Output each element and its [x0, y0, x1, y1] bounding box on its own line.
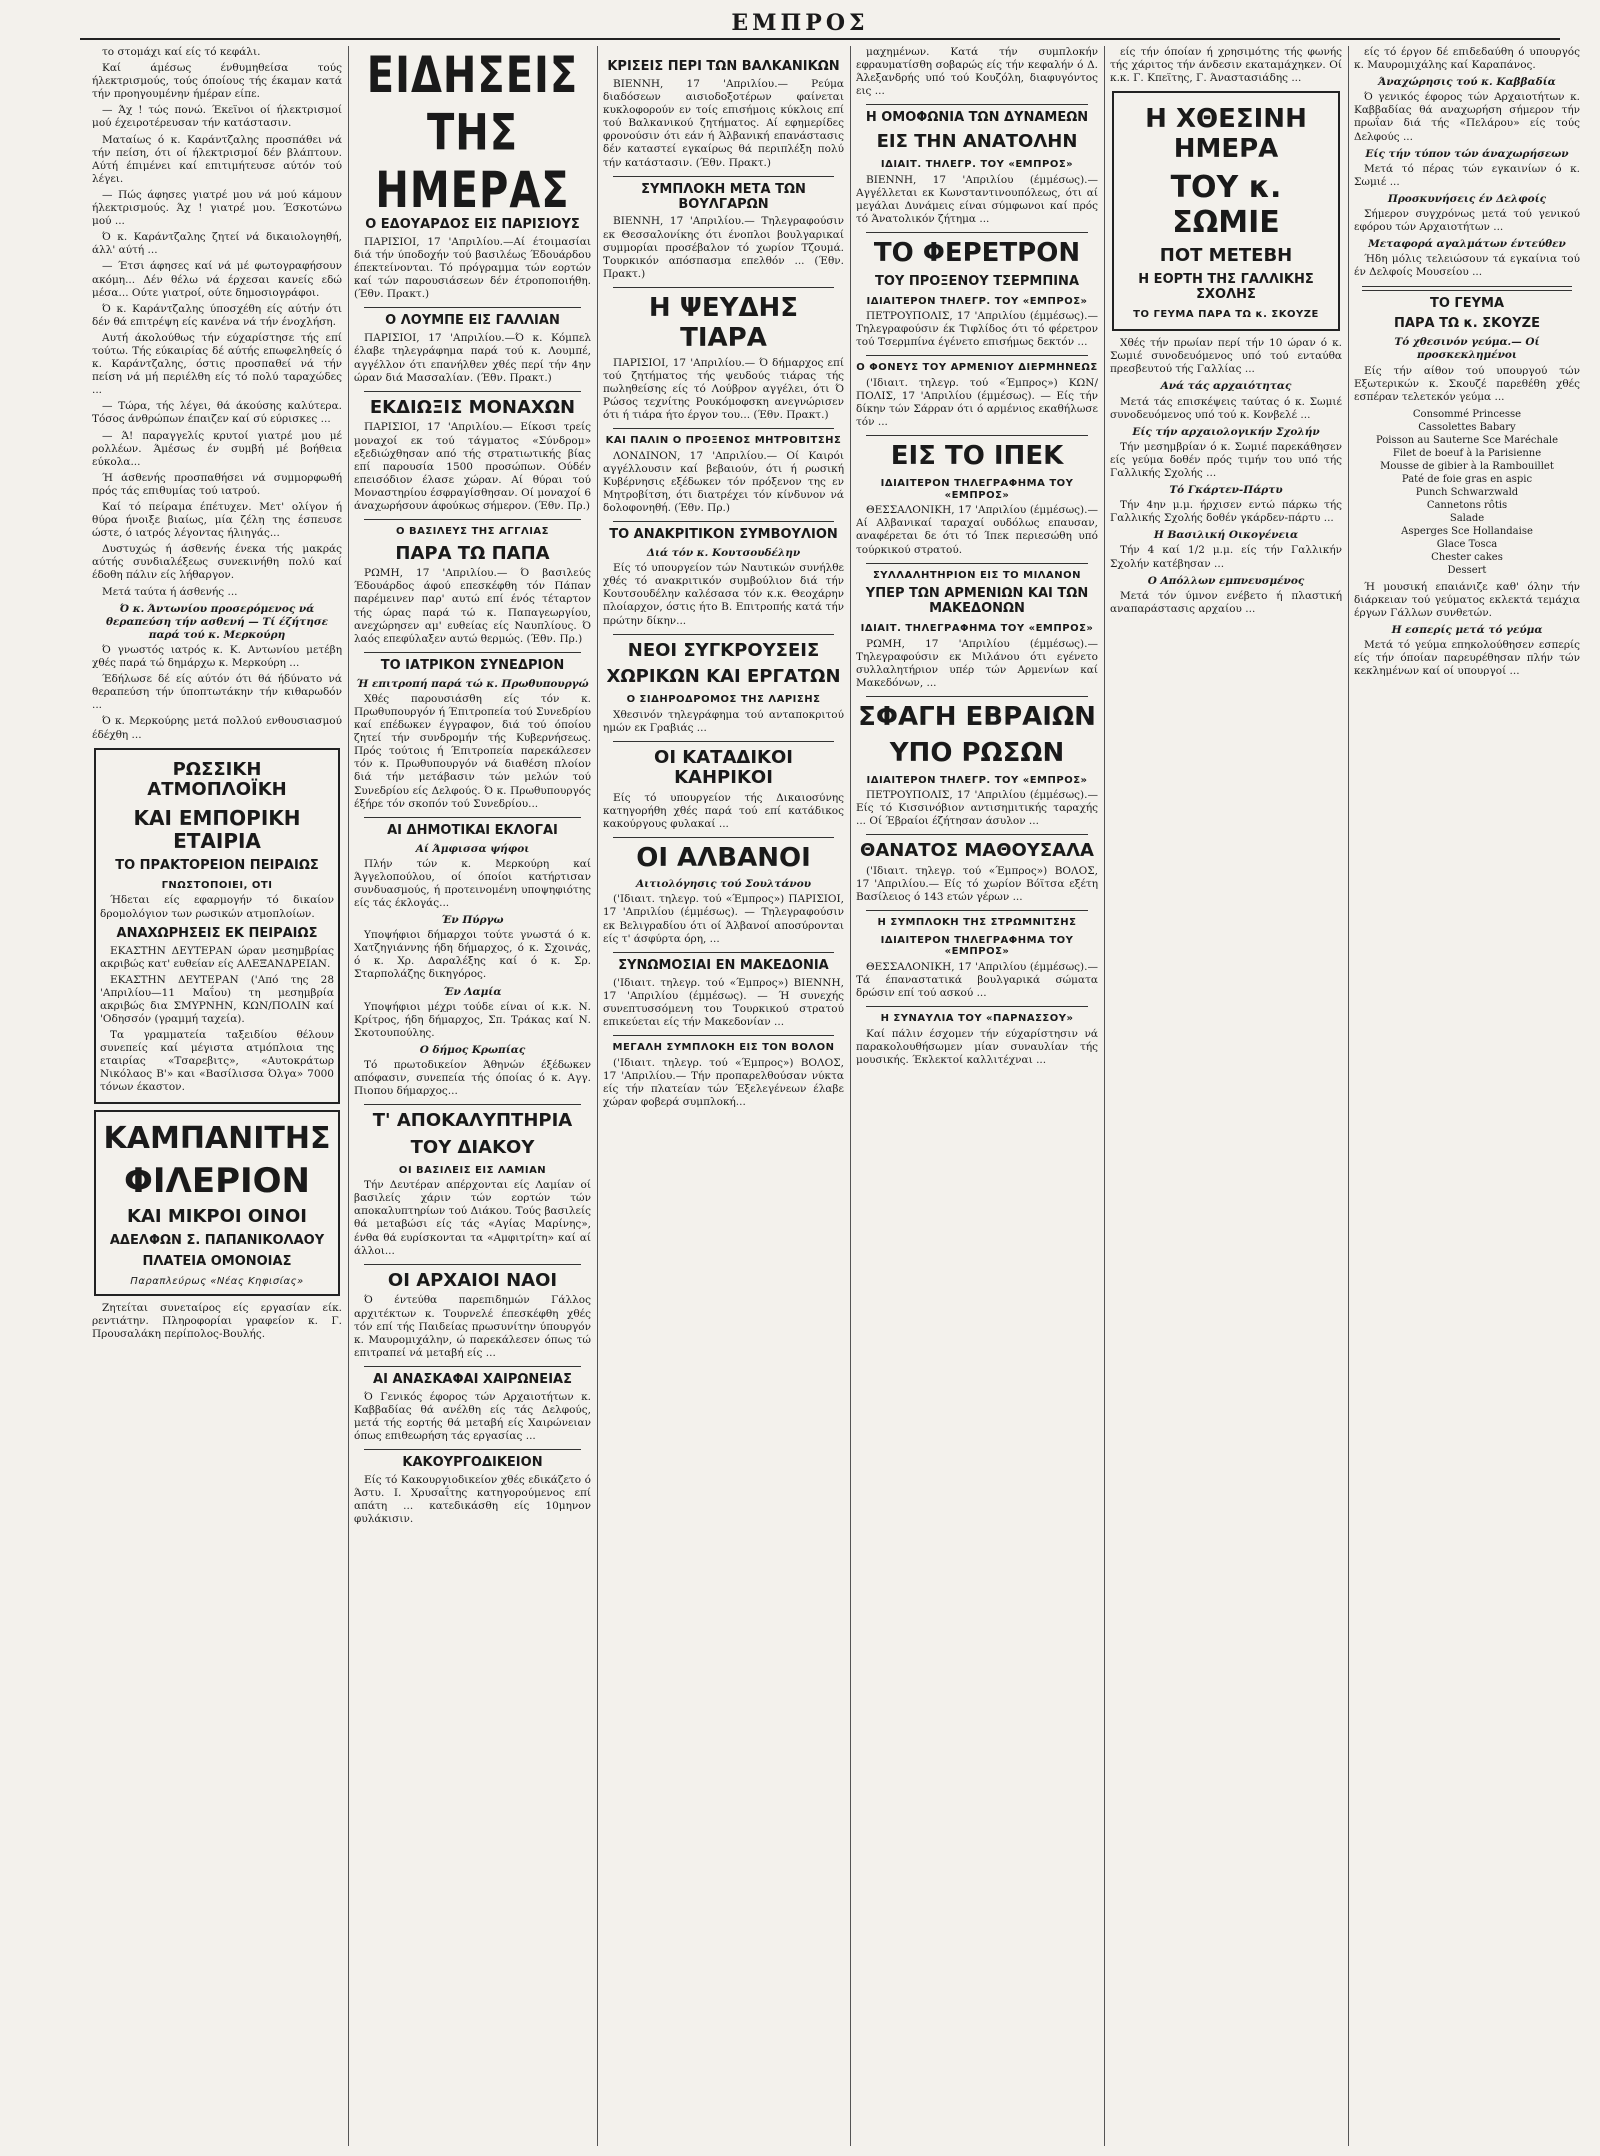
col1-sub-article — [92, 644, 342, 742]
separator — [866, 355, 1088, 356]
article-text: Χθές παρουσιάσθη είς τόν κ. Πρωθυπουργόν ή Έπιτροπεία τού Συνεδρίου καί επέδωκεν έγγραφον, διά τού όποίου ζητεί τήν συνδρομήν τής Κυβερνήσεως. Πρός τούτοις ή Έπιτροπεία παρεκάλεσεν τόν κ. Πρωθυπουργόν νά διαθέση πλοίον διά τήν μετάβασιν τών μελών τού Συνεδρίου είς Δελφούς. Ό κ. Πρωθυπουργός έξήρε τόν σκοπόν τού Συνεδρίου... — [354, 692, 591, 810]
separator — [866, 1006, 1088, 1007]
article-text: Πλήν τών κ. Μερκούρη καί Άγγελοπούλου, οί όποίοι κατήρτισαν συνδυασμούς, ή προτεινομένη υποψηφιότης είς τάς έκλογάς... — [354, 857, 591, 909]
heading: ΚΡΙΣΕΙΣ ΠΕΡΙ ΤΩΝ ΒΑΛΚΑΝΙΚΩΝ — [607, 59, 840, 74]
article-text: Είς τήν αίθον τού υπουργού τών Εξωτερικών κ. Σκουζέ παρεθέθη χθές εσπέραν τελετεκόν γεύμα ... — [1354, 364, 1580, 403]
heading: ΤΟ ΙΑΤΡΙΚΟΝ ΣΥΝΕΔΡΙΟΝ — [380, 657, 565, 673]
subheading: Έν Πύργω — [441, 914, 504, 927]
heading: ΣΥΛΛΑΛΗΤΗΡΙΟΝ ΕΙΣ ΤΟ ΜΙΛΑΝΟΝ — [872, 569, 1082, 581]
column-divider — [850, 46, 851, 2146]
article-text: Είς τό Κακουργιοδικείον χθές εδικάζετο ό Άστυ. Ι. Χρυσαΐτης κατηγορούμενος επί απάτη ... κατεδικάσθη είς 10μηνον φυλάκισιν. — [354, 1474, 591, 1526]
masthead-rule — [80, 38, 1560, 40]
paragraph: — Έτσι άφησες καί νά μέ φωτογραφήσουν ακόμη... Δέν θέλω νά έρχεσαι κανείς εδώ μέσα... Ούτε γιατροί, ούτε δημοσιογράφοι. — [92, 260, 342, 299]
dinner-menu — [1354, 408, 1580, 577]
separator — [613, 428, 834, 429]
separator — [364, 307, 581, 308]
separator — [866, 435, 1088, 436]
subheading: Αί Άμφισσα ψήφοι — [415, 842, 530, 855]
menu-item: Punch Schwarzwald — [1415, 486, 1519, 498]
heading: Ο ΒΑΣΙΛΕΥΣ ΤΗΣ ΑΓΓΛΙΑΣ — [395, 526, 550, 538]
ad-line: ΕΚΑΣΤΗΝ ΔΕΥΤΕΡΑΝ ('Από της 28 'Απριλίου—11 Μαΐου) τη μεσημβρία ακριβώς δια ΣΜΥΡΝΗΝ, ΚΩΝ/ΠΟΛΙΝ καί 'Οδησσόν (γραμμή ταχεία). — [100, 973, 334, 1025]
heading: ΝΕΟΙ ΣΥΓΚΡΟΥΣΕΙΣ — [627, 639, 820, 661]
article-text: Ό γενικός έφορος τών Αρχαιοτήτων κ. Καββαδίας θά αναχωρήση σήμερον τήν πρωΐαν διά τής «Πελάρου» είς τούς Δελφούς ... — [1354, 91, 1580, 143]
paragraph: Έδήλωσε δέ είς αύτόν ότι θά ήδύνατο νά θεραπεύση τήν ύποπτωτάκην τήν κιθαρωδόν ... — [92, 673, 342, 712]
heading: ΟΙ ΒΑΣΙΛΕΙΣ ΕΙΣ ΛΑΜΙΑΝ — [398, 1164, 547, 1176]
article-text: ΛΟΝΔΙΝΟΝ, 17 'Απριλίου.— Οί Καιρόι αγγέλλουσιν καί βεβαιούν, ότι ή ρωσική Κυβέρνησις εξέδωκεν τόν πρόξενον της εν Μητροβίτση, ότι διατρέχει τόν κίνδυνον νά δολοφονηθή. (Έθν. Πρ.) — [603, 449, 844, 515]
separator — [364, 1366, 581, 1367]
article-text: Τήν 4 καί 1/2 μ.μ. είς τήν Γαλλικήν Σχολήν κατέβησαν ... — [1110, 544, 1342, 570]
heading: Η ΣΥΝΑΥΛΙΑ ΤΟΥ «ΠΑΡΝΑΣΣΟΥ» — [880, 1013, 1074, 1025]
paragraph: Καί άμέσως ένθυμηθείσα τούς ήλεκτρισμούς, τούς όποίους τής έκαμαν κατά τήν προηγουμένην ήμέραν είπε. — [92, 62, 342, 101]
separator — [613, 837, 834, 838]
heading: ΚΑΚΟΥΡΓΟΔΙΚΕΙΟΝ — [402, 1455, 543, 1471]
col1-classified: Ζητείται συνεταίρος είς εργασίαν είκ. ρεντιάτην. Πληροφορίαι γραφείον κ. Γ. Προυσαλάκη περίπολος-Βουλής. — [92, 1302, 342, 1341]
column-2 — [354, 46, 591, 2146]
article-text: Σήμερον συγχρόνως μετά τού γενικού εφόρου τών Αρχαιοτήτων ... — [1354, 208, 1580, 234]
article-text: ('Ιδιαιτ. τηλεγρ. τού «Έμπρος») ΒΟΛΟΣ, 17 'Απριλίου.— Είς τό χωρίον Βόϊτσα εξέτη Βασίλειος ό 143 ετών γέρων ... — [856, 865, 1098, 904]
menu-item: Mousse de gibier à la Rambouillet — [1380, 460, 1554, 472]
heading: ΕΙΣ ΤΟ ΙΠΕΚ — [890, 441, 1064, 472]
heading: ΤΟ ΓΕΥΜΑ ΠΑΡΑ ΤΩ κ. ΣΚΟΥΖΕ — [1133, 308, 1319, 320]
separator — [364, 817, 581, 818]
menu-item: Poisson au Sauterne Sce Maréchale — [1375, 434, 1559, 446]
col1-top-article — [92, 46, 342, 599]
ad1-sub: ΤΟ ΠΡΑΚΤΟΡΕΙΟΝ ΠΕΙΡΑΙΩΣ — [115, 857, 319, 873]
heading: Η ΣΥΜΠΛΟΚΗ ΤΗΣ ΣΤΡΩΜΝΙΤΣΗΣ — [877, 917, 1077, 929]
heading: ΠΑΡΑ ΤΩ ΠΑΠΑ — [395, 542, 550, 564]
separator — [364, 391, 581, 392]
subheading: Είς τήν αρχαιολογικήν Σχολήν — [1132, 425, 1320, 438]
article-text: ΡΩΜΗ, 17 'Απριλίου (έμμέσως).— Τηλεγραφούσιν εκ Μιλάνου ότι εγένετο συλλαλητήριον υπέρ τών Αρμενίων καί Μακεδόνων, ... — [856, 637, 1098, 689]
heading: ΥΠΕΡ ΤΩΝ ΑΡΜΕΝΙΩΝ ΚΑΙ ΤΩΝ ΜΑΚΕΔΟΝΩΝ — [865, 586, 1089, 617]
paragraph: — Ά! παραγγελίς κρυτοί γιατρέ μου μέ ρολλέων. Άμέσως έν συμβή μέ βοήθεια εύκολα... — [92, 429, 342, 468]
col1-subheading: Ό κ. Άντωνίου προσερόμενος νά θεραπεύση τήν ασθενή — Τί έζήτησε παρά τού κ. Μερκούρη — [105, 602, 329, 641]
heading: ΙΔΙΑΙΤ. ΤΗΛΕΓΡ. ΤΟΥ «ΕΜΠΡΟΣ» — [880, 159, 1074, 170]
heading: ΑΙ ΔΗΜΟΤΙΚΑΙ ΕΚΛΟΓΑΙ — [387, 822, 558, 838]
heading: ΤΟΥ ΔΙΑΚΟΥ — [410, 1137, 535, 1158]
article-text: Μετά τό γεύμα επηκολούθησεν εσπερίς είς τήν όποίαν παρευρέθησαν πλήν τών κεκλημένων καί οί υπουργοί ... — [1354, 639, 1580, 678]
subheading: Αιτιολόγησις τού Σουλτάνου — [636, 878, 811, 891]
article-text: ΘΕΣΣΑΛΟΝΙΚΗ, 17 'Απριλίου (έμμέσως).— Τά έπαναστατικά βουλγαρικά σώματα δρώσιν επί τού ασκού ... — [856, 960, 1098, 1000]
paragraph: το στομάχι καί είς τό κεφάλι. — [102, 46, 261, 58]
menu-item: Paté de foie gras en aspic — [1401, 473, 1533, 485]
article-text: ΠΕΤΡΟΥΠΟΛΙΣ, 17 'Απριλίου (έμμέσως).— Τηλεγραφούσιν έκ Τιφλίδος ότι τό φέρετρον τού Τσερμπίνα έγένετο επισήμως δεκτόν ... — [856, 310, 1098, 349]
article-text: ΠΑΡΙΣΙΟΙ, 17 'Απριλίου.— Ό δήμαρχος επί τού ζητήματος τής ψευδούς τιάρας τής πωληθείσης είς τό Λούβρον αγγέλει, ότι Ό Ρώσος τεχνίτης Ρουκόμοφσκη ανεγνώρισεν ότι ή τιάρα ήτο έργον του... (Έθν. Πρακτ.) — [603, 356, 844, 422]
heading: ΤΟ ΑΝΑΚΡΙΤΙΚΟΝ ΣΥΜΒΟΥΛΙΟΝ — [609, 527, 838, 543]
subheading: Ή επιτροπή παρά τώ κ. Πρωθυπουργώ — [356, 677, 589, 690]
paragraph: Ό κ. Καράντζαλης ζητεί νά δικαιολογηθή, άλλ' αύτή ... — [92, 231, 342, 257]
article-text: ΠΑΡΙΣΙΟΙ, 17 'Απριλίου.—Αί έτοιμασίαι διά τήν ύποδοχήν τού βασιλέως Έδουάρδου έπεκτείνονται. Τό πρόγραμμα τών εορτών καί τών παρουσιάσεων δέν έτροποποιήθη. (Έθν. Πρακτ.) — [354, 235, 591, 301]
ad1-lines — [100, 945, 334, 1095]
heading: ΣΥΜΠΛΟΚΗ ΜΕΤΑ ΤΩΝ ΒΟΥΛΓΑΡΩΝ — [641, 181, 806, 212]
heading: Η ΕΟΡΤΗ ΤΗΣ ΓΑΛΛΙΚΗΣ ΣΧΟΛΗΣ — [1138, 271, 1314, 302]
ad2-sub4: Παραπλεύρως «Νέας Κηφισίας» — [130, 1275, 304, 1287]
subheading: Ο Απόλλων εμπνευσμένος — [1147, 574, 1305, 587]
subheading: Έν Λαμία — [443, 985, 502, 998]
separator — [364, 1449, 581, 1450]
separator — [613, 634, 834, 635]
ad-kampanitis — [94, 1110, 340, 1297]
menu-item: Dessert — [1447, 564, 1487, 576]
heading: ΣΦΑΓΗ ΕΒΡΑΙΩΝ — [858, 701, 1096, 732]
heading: ΣΥΝΩΜΟΣΙΑΙ ΕΝ ΜΑΚΕΔΟΝΙΑ — [618, 957, 829, 973]
article-text: Ό έντεύθα παρεπιδημών Γάλλος αρχιτέκτων κ. Τουρνελέ έπεσκέφθη χθές τόν επί τής Παιδείας πρωσυνίτην ύπουργόν κ. Μαυρομιχάλην, ώ παρεκάλεσεν όπως τώ επιτραπεί νά μεταβή είς ... — [354, 1294, 591, 1359]
column-4 — [856, 46, 1098, 2146]
ad2-title2: ΦΙΛΕΡΙΟΝ — [123, 1161, 311, 1202]
subheading: Τό χθεσινόν γεύμα.— Οί προσκεκλημένοι — [1394, 336, 1540, 362]
menu-item: Glace Tosca — [1436, 538, 1498, 550]
menu-item: Filet de boeuf à la Parisienne — [1392, 447, 1542, 459]
article-text: Τήν μεσημβρίαν ό κ. Σωμιέ παρεκάθησεν είς γεύμα δοθέν πρός τιμήν του υπό τής Γαλλικής Σχολής ... — [1110, 440, 1342, 479]
ad2-sub2: ΑΔΕΛΦΩΝ Σ. ΠΑΠΑΝΙΚΟΛΑΟΥ — [109, 1232, 325, 1248]
article-text: ('Ιδιαιτ. τηλεγρ. τού «Έμπρος») ΒΙΕΝΝΗ, 17 'Απριλίου (έμμέσως). — Ή συνεχής συνεπτυσσόμενη του Τουρκικού στρατού επικεύεται είς τήν Μακεδονίαν ... — [603, 976, 844, 1028]
article-text: Υποψήφιοι δήμαρχοι τούτε γνωστά ό κ. Χατζηγιάννης ήδη δήμαρχος, ό κ. Σχοινάς, ό κ. Χρ. Δαραλέξης καί ό κ. Σρ. Σταρπολάζης δικηγόρος. — [354, 929, 591, 981]
paragraph: Ματαίως ό κ. Καράντζαλης προσπάθει νά τήν πείση, ότι οί ήλεκτρισμοί δέν βλάπτουν. Αύτή έπιμένει καί επιτιμήτευσε αύτόν τού λέγει. — [92, 133, 342, 185]
heading: ΤΟΥ κ. ΣΩΜΙΕ — [1170, 170, 1282, 240]
article-text: ('Ιδιαιτ. τηλεγρ. τού «Έμπρος») ΚΩΝ/ΠΟΛΙΣ, 17 'Απριλίου (έμμέσως). — Είς τήν δίκην τών Σάρραν ότι ό αρμένιος εκαθήλωσε τόν ... — [856, 376, 1098, 429]
subheading: Ο δήμος Κρωπίας — [419, 1043, 526, 1056]
paragraph: Καί τό πείραμα έπέτυχεν. Μετ' ολίγον ή θύρα ήνοιξε βιαίως, μία ζέλη της έσπευσε ώστε, ό ιατρός λέγοντας ήλιηγάς... — [92, 501, 342, 540]
article-text: Μετά τό πέρας τών εγκαινίων ό κ. Σωμιέ ... — [1354, 162, 1580, 188]
paragraph: — Τώρα, τής λέγει, θά άκούσης καλύτερα. Τόσος άνθρώπων έπαιζεν καί σύ εύρισκες ... — [92, 400, 342, 426]
separator — [866, 910, 1088, 911]
article-text: Ό Γενικός έφορος τών Αρχαιοτήτων κ. Καββαδίας θά ανέλθη είς τάς Δελφούς, μετά τής εορτής θά μεταβή είς Χαιρώνειαν όπως επιθεωρήση τάς εργασίας ... — [354, 1390, 591, 1443]
ad2-sub3: ΠΛΑΤΕΙΑ ΟΜΟΝΟΙΑΣ — [142, 1253, 292, 1269]
article-text: Ήδη μόλις τελειώσουν τά εγκαίνια τού έν Δελφοίς Μουσείου ... — [1354, 253, 1580, 279]
article-text: ΒΙΕΝΝΗ, 17 'Απριλίου.— Ρεύμα διαδόσεων αισιοδοξοτέρων φαίνεται κυκλοφορούν εν τοίς επισήμοις κύκλοις επί τού Βαλκανικού ζητήματος. Αί εφημερίδες φρονούσιν ότι εάν ή Άλβανική επανάστασις δέν καταστεί εγκαίρως θά περιπλέξη πολύ τήν κατάστασιν. (Έθν. Πρακτ.) — [603, 77, 844, 169]
heading: ΟΙ ΑΡΧΑΙΟΙ ΝΑΟΙ — [387, 1269, 558, 1291]
article-text: ΡΩΜΗ, 17 'Απριλίου.— Ό βασιλεύς Έδουάρδος άφού επεσκέφθη τόν Πάπαν παρέμεινεν παρ' αυτώ επί ένός τέταρτον τής ώρας παρά τώ κ. Παπαγεωργίου, ανεχώρησεν αμ' ευθείας είς Ναυπλίους. Ό λαός επεφύλαξεν αυτώ θερμώς. (Έθν. Πρ.) — [354, 567, 591, 645]
menu-item: Cassolettes Babary — [1418, 421, 1516, 433]
subheading: Άναχώρησις τού κ. Καββαδία — [1378, 76, 1556, 89]
article-text: ΒΙΕΝΝΗ, 17 'Απριλίου.— Τηλεγραφούσιν εκ Θεσσαλονίκης ότι ένοπλοι βουλγαρικαί συμμορίαι προσέβαλον τό χωρίον Τζουμά. Τουρκικόν απόσπασμα επελθόν ... (Έθν. Πρακτ.) — [603, 215, 844, 280]
separator — [613, 1035, 834, 1036]
separator — [613, 952, 834, 953]
heading: Τ' ΑΠΟΚΑΛΥΠΤΗΡΙΑ — [372, 1110, 573, 1132]
heading: ΕΚΔΙΩΞΙΣ ΜΟΝΑΧΩΝ — [369, 396, 576, 418]
article-text: Υποψήφιοι μέχρι τούδε είναι οί κ.κ. Ν. Κρίτρος, ήδη δήμαρχος, Σπ. Τράκας καί Ν. Σκοτουπούλης. — [354, 1000, 591, 1039]
ad2-sub: ΚΑΙ ΜΙΚΡΟΙ ΟΙΝΟΙ — [127, 1206, 307, 1228]
feature-box — [1112, 91, 1340, 331]
column-1 — [92, 46, 342, 2146]
paragraph: Αυτή άκολούθως τήν εύχαρίστησε τής επί τούτω. Τής εύκαιρίας δέ αύτής επωφεληθείς ό κ. Καράντζαλης, όστις προσπαθεί νά τήν πείση νά μή περιέλθη είς τό πολύ ταραχώδες ... — [92, 331, 342, 397]
separator — [364, 1104, 581, 1105]
article-text: Τήν 4ην μ.μ. ήρχισεν εντώ πάρκω τής Γαλλικής Σχολής δοθέν γκάρδεν-πάρτυ ... — [1110, 499, 1342, 525]
heading: ΧΩΡΙΚΩΝ ΚΑΙ ΕΡΓΑΤΩΝ — [606, 666, 841, 688]
heading: ΙΔΙΑΙΤΕΡΟΝ ΤΗΛΕΓΡ. ΤΟΥ «ΕΜΠΡΟΣ» — [866, 774, 1088, 786]
heading: Η ΧΘΕΣΙΝΗ ΗΜΕΡΑ — [1145, 104, 1307, 165]
paragraph: Ό κ. Μερκούρης μετά πολλού ενθουσιασμού έδέχθη ... — [92, 715, 342, 741]
subheading: Διά τόν κ. Κουτσουδέλην — [646, 547, 801, 560]
masthead-title: ΕΜΠΡΟΣ — [731, 10, 869, 36]
heading: ΠΟΤ ΜΕΤΕΒΗ — [1159, 245, 1293, 267]
heading: ΤΟ ΓΕΥΜΑ — [1429, 295, 1505, 311]
heading: ΟΙ ΚΑΤΑΔΙΚΟΙ ΚΑΗΡΙΚΟΙ — [654, 746, 793, 789]
heading: Ο ΕΔΟΥΑΡΔΟΣ ΕΙΣ ΠΑΡΙΣΙΟΥΣ — [365, 217, 580, 232]
article-text: μαχημένων. Κατά τήν συμπλοκήν εφραυματίσθη σοβαρώς είς τήν κεφαλήν ό Δ. Άλεξανδρής υπό τού Κουζόλη, διαφυγόντος εις ... — [856, 46, 1098, 98]
article-text: Είς τό υπουργείον τών Ναυτικών συνήλθε χθές τό ανακριτικόν συμβούλιον διά τήν Κουτσουδέλην καλέσασα τόν κ.κ. Θεοχάρην πλοίαρχον, όστις ήτο Β. Επιτροπής κατά τήν πρώτην δίκην... — [603, 562, 844, 627]
menu-item: Salade — [1449, 512, 1485, 524]
separator — [866, 834, 1088, 835]
heading: ΤΟΥ ΠΡΟΞΕΝΟΥ ΤΣΕΡΜΠΙΝΑ — [874, 273, 1080, 289]
column-3 — [603, 46, 844, 2146]
heading: ΙΔΙΑΙΤ. ΤΗΛΕΓΡΑΦΗΜΑ ΤΟΥ «ΕΜΠΡΟΣ» — [860, 623, 1094, 634]
heading: Ο ΣΙΔΗΡΟΔΡΟΜΟΣ ΤΗΣ ΛΑΡΙΣΗΣ — [626, 694, 821, 706]
heading: ΑΙ ΑΝΑΣΚΑΦΑΙ ΧΑΙΡΩΝΕΙΑΣ — [373, 1371, 572, 1387]
ad2-title: ΚΑΜΠΑΝΙΤΗΣ — [103, 1120, 331, 1156]
heading: ΜΕΓΑΛΗ ΣΥΜΠΛΟΚΗ ΕΙΣ ΤΟΝ ΒΟΛΟΝ — [612, 1042, 835, 1054]
ad1-sub2: ΓΝΩΣΤΟΠΟΙΕΙ, ΟΤΙ — [161, 879, 273, 891]
heading: ΘΑΝΑΤΟΣ ΜΑΘΟΥΣΑΛΑ — [860, 840, 1094, 862]
article-text: Είς τό υπουργείον τής Δικαιοσύνης κατηγορήθη χθές παρά τού επί κατάδικος κακούργους φυλακαί ... — [603, 792, 844, 831]
heading: ΕΙΣ ΤΗΝ ΑΝΑΤΟΛΗΝ — [876, 131, 1078, 153]
paragraph: Ό γνωστός ιατρός κ. Κ. Αντωνίου μετέβη χθές παρά τώ δημάρχω κ. Μερκούρη ... — [92, 643, 342, 670]
heading: ΤΟ ΦΕΡΕΤΡΟΝ — [873, 237, 1081, 268]
heading: Η ΨΕΥΔΗΣ ΤΙΑΡΑ — [648, 292, 799, 353]
heading: ΠΑΡΑ ΤΩ κ. ΣΚΟΥΖΕ — [1394, 316, 1540, 332]
article-text: Τήν Δευτέραν απέρχονται είς Λαμίαν οί βασιλείς χάριν τών εορτών τών αποκαλυπτηρίων τού Διάκου. Τούς βασιλείς θά μεταβώσι είς τάς «Αγίας Μαρίνης», ένθα θά ευρίσκονται τα «Αμφιτρίτη» καί αί άλλοι... — [354, 1179, 591, 1257]
section-title: ΕΙΔΗΣΕΙΣ ΤΗΣ ΗΜΕΡΑΣ — [366, 46, 579, 220]
separator — [1362, 286, 1572, 291]
subheading: Η Βασιλική Οικογένεια — [1153, 529, 1299, 542]
column-6 — [1354, 46, 1580, 2146]
ad1-title2: ΚΑΙ ΕΜΠΟΡΙΚΗ ΕΤΑΙΡΙΑ — [133, 805, 301, 853]
article-text: Χθεσινόν τηλεγράφημα τού ανταποκριτού ημών εκ Γραβιάς ... — [603, 708, 844, 734]
separator — [364, 1264, 581, 1265]
heading: ΙΔΙΑΙΤΕΡΟΝ ΤΗΛΕΓΡ. ΤΟΥ «ΕΜΠΡΟΣ» — [866, 295, 1088, 307]
paragraph: Μετά ταύτα ή άσθενής ... — [102, 585, 238, 598]
article-text: ('Ιδιαιτ. τηλεγρ. τού «Έμπρος») ΠΑΡΙΣΙΟΙ, 17 'Απριλίου (έμμέσως). — Τηλεγραφούσιν εκ Βελιγραδίου ότι οί Άλβανοί αποσύρονται είς τ' άσφύρτα όρη, ... — [603, 893, 844, 945]
paragraph: — Άχ ! τώς πονώ. Έκεϊνοι οί ήλεκτρισμοί μού έχειροτέρευσαν τήν κατάστασιν. — [92, 104, 342, 130]
article-text: ΘΕΣΣΑΛΟΝΙΚΗ, 17 'Απριλίου (έμμέσως).— Αί Αλβανικαί ταραχαί ουδόλως επαυσαν, αναφέρεται δε ότι τό Ίπεκ περιεσώθη υπό τούρκικού στρατού. — [856, 504, 1098, 556]
heading: ΙΔΙΑΙΤΕΡΟΝ ΤΗΛΕΓΡΑΦΗΜΑ ΤΟΥ «ΕΜΠΡΟΣ» — [880, 478, 1074, 501]
heading: Ο ΦΟΝΕΥΣ ΤΟΥ ΑΡΜΕΝΙΟΥ ΔΙΕΡΜΗΝΕΩΣ — [856, 362, 1098, 374]
separator — [866, 232, 1088, 233]
ad-line: Τα γραμματεία ταξειδίου θέλουν συνεπείς καί μέγιστα ατμόπλοια της εταιρίας «Τσαρεβιτς», «Αυτοκράτωρ Νικόλαος Β'» και «Βασίλισσα Όλγα» 7000 τόνων έκαστον. — [100, 1029, 334, 1094]
article-text: ΠΕΤΡΟΥΠΟΛΙΣ, 17 'Απριλίου (έμμέσως).— Είς τό Κισσινόβιον αντισημιτικής ταραχής ... Οί Έβραίοι έζήτησαν άσυλον ... — [856, 789, 1098, 828]
column-divider — [348, 46, 349, 2146]
separator — [613, 176, 834, 177]
article-text: Μετά τάς επισκέψεις ταύτας ό κ. Σωμιέ συνοδευόμενος υπό τού κ. Κονβελέ ... — [1110, 395, 1342, 421]
paragraph: — Πώς άφησες γιατρέ μου νά μού κάμουν ήλεκτρισμούς. Άχ ! γιατρέ μου. Έσκοτώνω μού ... — [92, 188, 342, 228]
column-divider — [1348, 46, 1349, 2146]
heading: Η ΟΜΟΦΩΝΙΑ ΤΩΝ ΔΥΝΑΜΕΩΝ — [865, 110, 1089, 126]
separator — [866, 104, 1088, 105]
article-text: ΒΙΕΝΝΗ, 17 'Απριλίου (έμμέσως).— Αγγέλλεται εκ Κωνσταντινουπόλεως, ότι αί μεγάλαι Δυνάμεις είναι σύμφωνοι καί πρός τό Άνατολικόν ζήτημα ... — [856, 173, 1098, 225]
ad1-text: Ήδεται είς εφαρμογήν τό δικαίον δρομολόγιον των ρωσικών ατμοπλοίων. — [100, 894, 334, 920]
subheading: Μεταφορά αγαλμάτων έντεύθεν — [1368, 238, 1566, 251]
heading: ΥΠΟ ΡΩΣΩΝ — [889, 737, 1065, 768]
subheading: Είς τήν τύπον τών άναχωρήσεων — [1365, 147, 1569, 160]
column-divider — [597, 46, 598, 2146]
menu-item: Consommé Princesse — [1412, 408, 1522, 420]
article-text: Μετά τόν ύμνον ενέβετο ή πλαστική αναπαράστασις αρχαίου ... — [1110, 589, 1342, 615]
column-divider — [1104, 46, 1105, 2146]
subheading: Ανά τάς αρχαιότητας — [1160, 380, 1292, 393]
article-text: είς τό έργον δέ επιδεδαύθη ό υπουργός κ. Μαυρομιχάλης καί Καραπάνος. — [1354, 46, 1580, 72]
separator — [613, 521, 834, 522]
heading: ΟΙ ΑΛΒΑΝΟΙ — [636, 843, 811, 874]
menu-item: Chester cakes — [1431, 551, 1503, 563]
article-text: είς τήν όποίαν ή χρησιμότης τής φωνής τής χάριτος τήν άνδεσιν εκαταμάχηκεν. Οί κ.κ. Γ. Κπεϊτης, Γ. Άναστασιάδης ... — [1110, 46, 1342, 85]
paragraph: Ή άσθενής προσπαθήσει νά συμμορφωθή πρός τάς επιθυμίας τού ιατρού. — [92, 471, 342, 497]
heading: Ο ΛΟΥΜΠΕ ΕΙΣ ΓΑΛΛΙΑΝ — [385, 313, 560, 329]
separator — [364, 519, 581, 520]
column-5 — [1110, 46, 1342, 2146]
article-text: Χθές τήν πρωίαν περί τήν 10 ώραν ό κ. Σωμιέ συνοδευόμενος υπό τού ενταύθα πρεσβευτού τής Γαλλίας ... — [1110, 337, 1342, 376]
article-text: ΠΑΡΙΣΙΟΙ, 17 'Απριλίου.— Είκοσι τρείς μοναχοί εκ τού τάγματος «Σύνδρομ» εξεδιώχθησαν από τής στρατιωτικής βίας επί παρουσία 1500 προσώπων. Ούδέν επεισόδιον έλασε χώραν. Αί θύραι τού Μοναστηρίου έσφραγίσθησαν. Οί μοναχοί 6 άναχωρήσουν άφούκως σήμερον. (Έθν. Πρ.) — [354, 421, 591, 512]
article-text: ('Ιδιαιτ. τηλεγρ. τού «Έμπρος») ΒΟΛΟΣ, 17 'Απριλίου.— Τήν προπαρελθούσαν νύκτα είς τήν πλατείαν τών Έξελεγένεων έλαβε χώραν φοβερά συμπλοκή... — [603, 1056, 844, 1108]
heading: ΙΔΙΑΙΤΕΡΟΝ ΤΗΛΕΓΡΑΦΗΜΑ ΤΟΥ «ΕΜΠΡΟΣ» — [880, 934, 1074, 958]
subheading: Τό Γκάρτεν-Πάρτυ — [1169, 484, 1283, 497]
separator — [613, 741, 834, 742]
ad-russian-shipping — [94, 748, 340, 1104]
article-text: ΠΑΡΙΣΙΟΙ, 17 'Απριλίου.—Ό κ. Κόμπελ έλαβε τηλεγράφημα παρά τού κ. Λουμπέ, αγγέλλον ότι επανήλθεν χθές περί τήν 4ην ώραν διά Μασσαλίαν. (Έθν. Πρακτ.) — [354, 332, 591, 384]
menu-item: Cannetons rôtis — [1426, 499, 1508, 511]
ad-line: ΕΚΑΣΤΗΝ ΔΕΥΤΕΡΑΝ ώραν μεσημβρίας ακριβώς κατ' ευθείαν είς ΑΛΕΞΑΝΔΡΕΙΑΝ. — [100, 944, 334, 970]
separator — [613, 287, 834, 288]
separator — [866, 563, 1088, 564]
article-text: Ή μουσική επαιάνιζε καθ' όλην τήν διάρκειαν τού γεύματος εκλεκτά τεμάχια έργων Γάλλων συνθετών. — [1354, 580, 1580, 620]
subheading: Η εσπερίς μετά τό γεύμα — [1391, 624, 1543, 637]
subheading: Προσκυνήσεις έν Δελφοίς — [1387, 192, 1547, 205]
ad1-title: ΡΩΣΣΙΚΗ ΑΤΜΟΠΛΟΪΚΗ — [147, 758, 287, 801]
heading: ΚΑΙ ΠΑΛΙΝ Ο ΠΡΟΞΕΝΟΣ ΜΗΤΡΟΒΙΤΣΗΣ — [605, 435, 842, 447]
paragraph: Δυστυχώς ή άσθενής ένεκα τής μακράς αύτής συνδιαλέξεως συνεκινήθη πολύ καί έδοθη πάλιν είς λήθαργον. — [92, 543, 342, 582]
ad1-sub3: ΑΝΑΧΩΡΗΣΕΙΣ ΕΚ ΠΕΙΡΑΙΩΣ — [116, 925, 318, 941]
paragraph: Ό κ. Καράντζαλης ύποσχέθη είς αύτήν ότι δέν θά επιτρέψη είς κανένα νά τήν ένοχλήση. — [92, 302, 342, 328]
separator — [364, 652, 581, 653]
article-text: Καί πάλιν έσχομεν τήν εύχαρίστησιν νά παρακολουθήσωμεν μίαν συναυλίαν τής μουσικής. Έκλεκτοί καλλιτέχναι ... — [856, 1027, 1098, 1066]
separator — [866, 696, 1088, 697]
article-text: Τό πρωτοδικείον Άθηνών έξέδωκεν απόφασιν, συνεπεία τής όποίας ό κ. Αγγ. Πιοπου δήμαρχος... — [354, 1059, 591, 1098]
menu-item: Asperges Sce Hollandaise — [1401, 525, 1533, 537]
